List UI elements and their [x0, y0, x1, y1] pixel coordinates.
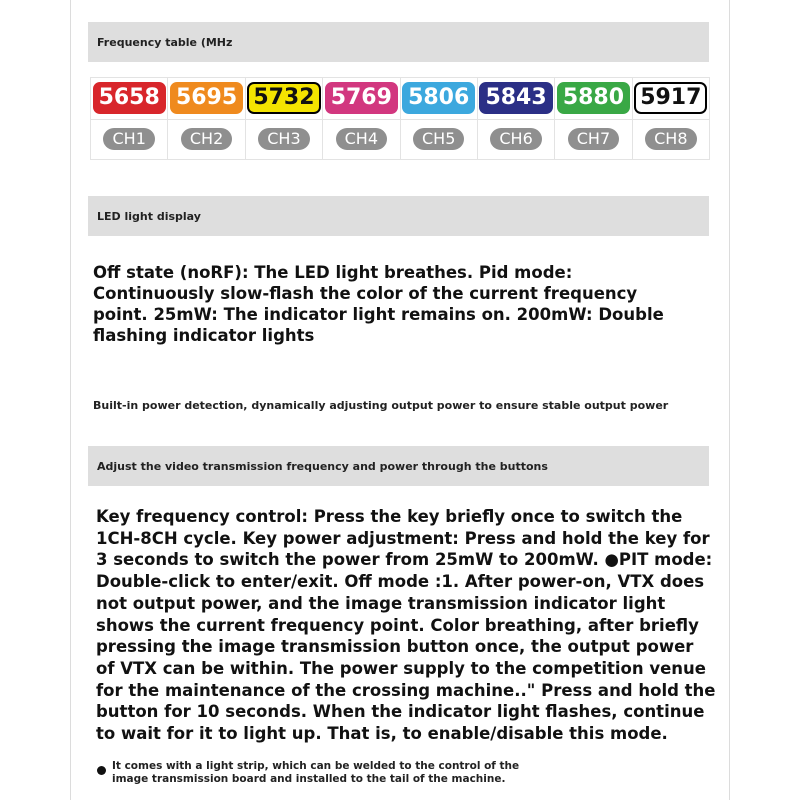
- frequency-cell: [478, 78, 554, 120]
- light-strip-note: [97, 760, 527, 786]
- frequency-badge: 5806: [402, 82, 475, 114]
- frequency-cell: [168, 78, 244, 120]
- channel-cell: [91, 120, 167, 159]
- adjust-description: Key frequency control: Press the key briefly once to switch the 1CH-8CH cycle. Key power adjustment: Press and hold the key for 3 seconds to switch the power from 25mW to 200mW. ●PIT mode: Double-click to enter/exit. Off mode :1. After power-on, VTX does not output power, and the image transmission indicator light shows the current frequency point. Color breathing, after briefly pressing the image transmission button once, the output power of VTX can be within. The power supply to the competition venue for the maintenance of the crossing machine.." Press and hold the button for 10 seconds. When the indicator light flashes, continue to wait for it to light up. That is, to enable/disable this mode.: [96, 507, 716, 744]
- frequency-badge: 5695: [170, 82, 243, 114]
- frequency-badge: 5732: [247, 82, 320, 114]
- frequency-column: [478, 78, 555, 159]
- frequency-column: [555, 78, 632, 159]
- channel-cell: [633, 120, 709, 159]
- frequency-cell: [323, 78, 399, 120]
- frequency-table-header: [88, 22, 709, 62]
- light-strip-note-text: It comes with a light strip, which can be welded to the control of the image transmission board and installed to the tail of the machine.: [112, 760, 520, 785]
- channel-cell: [401, 120, 477, 159]
- adjust-header: [88, 446, 709, 486]
- channel-badge: CH6: [490, 128, 541, 150]
- channel-cell: [323, 120, 399, 159]
- frequency-badge: 5843: [479, 82, 552, 114]
- channel-badge: CH3: [258, 128, 309, 150]
- channel-badge: CH8: [645, 128, 696, 150]
- channel-badge: CH2: [181, 128, 232, 150]
- frequency-badge: 5658: [93, 82, 166, 114]
- frequency-cell: [246, 78, 322, 120]
- frequency-badge: 5917: [634, 82, 707, 114]
- frequency-column: [323, 78, 400, 159]
- frequency-table: [90, 77, 710, 160]
- frequency-cell: [633, 78, 709, 120]
- led-display-header: [88, 196, 709, 236]
- frequency-cell: [91, 78, 167, 120]
- channel-badge: CH4: [336, 128, 387, 150]
- channel-cell: [555, 120, 631, 159]
- frequency-table-title: Frequency table (MHz: [97, 35, 233, 49]
- frequency-cell: [555, 78, 631, 120]
- frequency-cell: [401, 78, 477, 120]
- frequency-badge: 5769: [325, 82, 398, 114]
- power-detection-text: Built-in power detection, dynamically adjusting output power to ensure stable output power: [93, 399, 669, 412]
- adjust-title: Adjust the video transmission frequency and power through the buttons: [97, 459, 548, 473]
- channel-badge: CH1: [103, 128, 154, 150]
- frequency-column: [168, 78, 245, 159]
- frequency-column: [91, 78, 168, 159]
- channel-badge: CH7: [568, 128, 619, 150]
- led-description: Off state (noRF): The LED light breathes. Pid mode: Continuously slow-flash the color of the current frequency point. 25mW: The indicator light remains on. 200mW: Double flashing indicator lights: [93, 263, 664, 345]
- channel-cell: [168, 120, 244, 159]
- frequency-badge: 5880: [557, 82, 630, 114]
- frequency-column: [633, 78, 709, 159]
- bullet-dot-icon: [97, 766, 106, 775]
- frequency-column: [401, 78, 478, 159]
- channel-badge: CH5: [413, 128, 464, 150]
- frequency-column: [246, 78, 323, 159]
- channel-cell: [478, 120, 554, 159]
- channel-cell: [246, 120, 322, 159]
- led-display-title: LED light display: [97, 209, 201, 223]
